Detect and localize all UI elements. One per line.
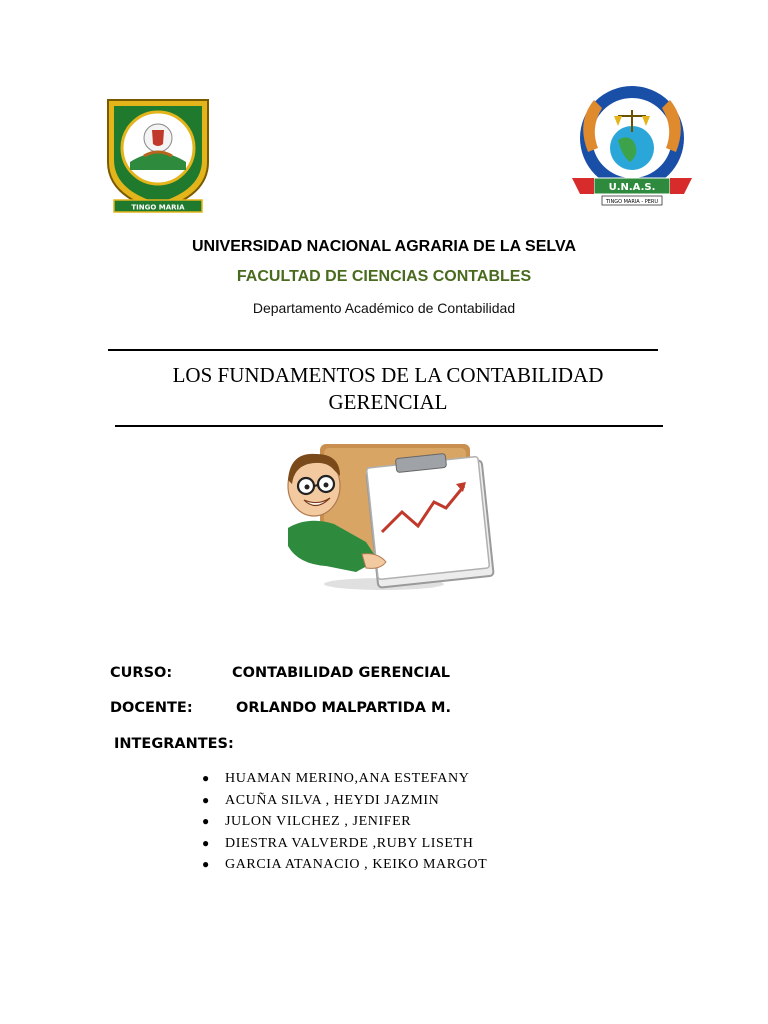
title-rule-bottom [115,425,663,427]
title-rule-top [108,349,658,351]
list-item [200,790,487,812]
members-label: INTEGRANTES: [114,736,234,752]
title-line-1: LOS FUNDAMENTOS DE LA CONTABILIDAD [172,363,604,387]
list-item [200,833,487,855]
department-emblem-icon [568,82,696,214]
member-name: HUAMAN MERINO,ANA ESTEFANY [225,771,470,786]
emblem-banner-text: U.N.A.S. [608,182,656,193]
bullet-icon: ● [202,857,210,871]
bullet-icon: ● [202,792,210,807]
crest-banner-text: TINGO MARIA [131,203,185,212]
list-item [200,768,487,790]
title-line-2: GERENCIAL [328,390,448,414]
course-label: CURSO: [110,665,173,681]
bullet-icon: ● [202,814,210,828]
teacher-label: DOCENTE: [110,700,193,716]
department-name: Departamento Académico de Contabilidad [252,300,516,316]
members-list [200,768,487,876]
university-crest-icon [100,92,216,220]
emblem-small-text: TINGO MARIA - PERU [605,199,659,205]
university-name: UNIVERSIDAD NACIONAL AGRARIA DE LA SELVA [191,238,576,255]
document-title [108,362,668,416]
faculty-name: FACULTAD DE CIENCIAS CONTABLES [236,268,532,285]
list-item [200,854,487,876]
bullet-icon: ● [202,835,210,850]
bullet-icon: ● [202,771,210,785]
member-name: JULON VILCHEZ , JENIFER [225,814,412,829]
course-value: CONTABILIDAD GERENCIAL [232,665,451,681]
teacher-value: ORLANDO MALPARTIDA M. [236,700,451,716]
member-name: DIESTRA VALVERDE ,RUBY LISETH [225,835,474,851]
member-name: GARCIA ATANACIO , KEIKO MARGOT [225,857,488,872]
member-name: ACUÑA SILVA , HEYDI JAZMIN [225,792,440,808]
presenter-with-growth-chart-icon [268,436,500,596]
list-item [200,811,487,833]
